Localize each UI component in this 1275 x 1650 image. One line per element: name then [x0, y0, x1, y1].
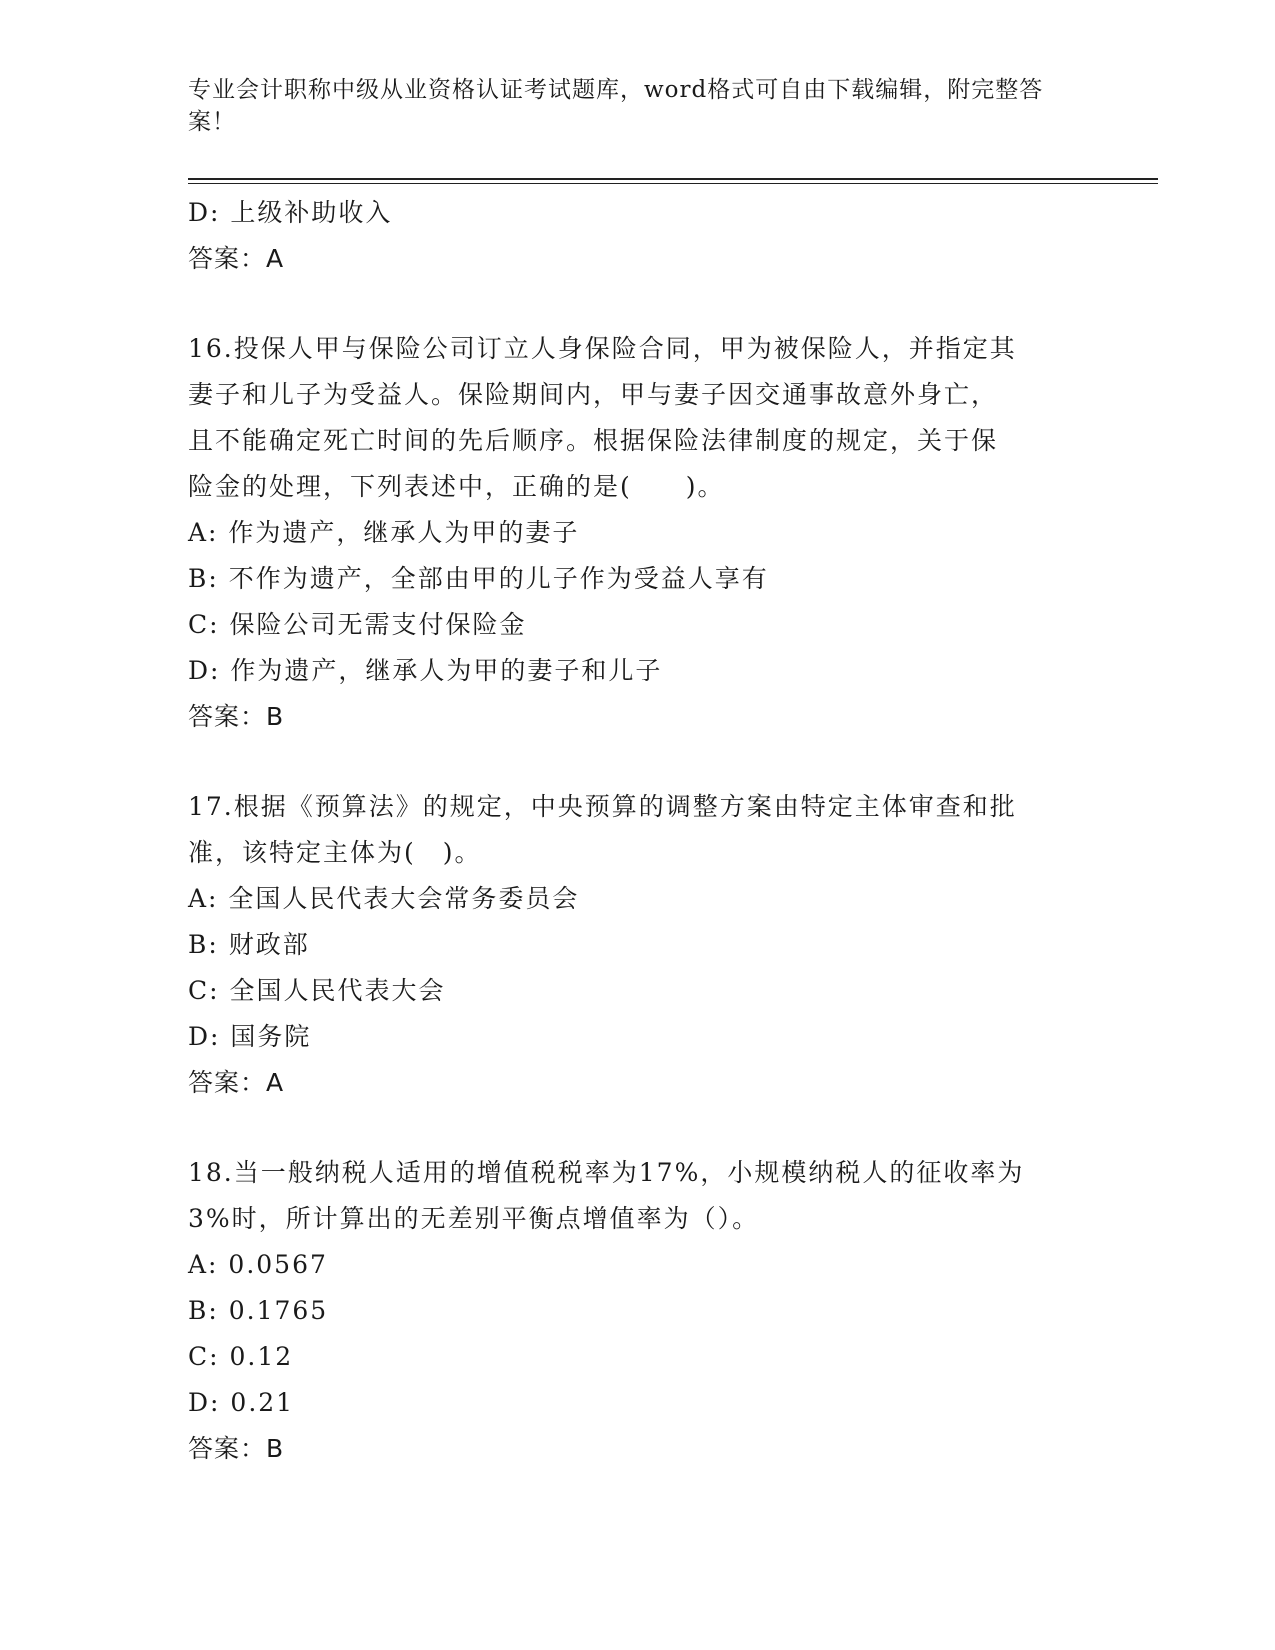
answer: 答案：B	[188, 1434, 285, 1463]
option-d: D: 0.21	[188, 1388, 295, 1417]
option-b: B: 0.1765	[188, 1296, 329, 1325]
option-c: C: 0.12	[188, 1342, 294, 1371]
question-stem-line: 3%时，所计算出的无差别平衡点增值率为（）。	[188, 1204, 760, 1233]
option-c: C: 保险公司无需支付保险金	[188, 610, 527, 639]
option-b: B: 财政部	[188, 930, 310, 959]
spacer	[188, 1106, 1088, 1150]
option-d: D: 作为遗产，继承人为甲的妻子和儿子	[188, 656, 663, 685]
spacer	[188, 740, 1088, 784]
option-d: D: 上级补助收入	[188, 198, 393, 227]
question-stem-line: 17.根据《预算法》的规定，中央预算的调整方案由特定主体审查和批	[188, 792, 1017, 821]
spacer	[188, 282, 1088, 326]
header-divider-thin	[188, 183, 1158, 184]
answer: 答案：B	[188, 702, 285, 731]
option-a: A: 0.0567	[188, 1250, 328, 1279]
option-a: A: 作为遗产，继承人为甲的妻子	[188, 518, 580, 547]
page-header: 专业会计职称中级从业资格认证考试题库，word格式可自由下载编辑，附完整答案！	[188, 77, 1044, 135]
option-d: D: 国务院	[188, 1022, 312, 1051]
question-stem-line: 准，该特定主体为( )。	[188, 838, 482, 867]
option-c: C: 全国人民代表大会	[188, 976, 446, 1005]
header-divider	[188, 178, 1158, 180]
question-16	[188, 326, 1088, 740]
option-a: A: 全国人民代表大会常务委员会	[188, 884, 580, 913]
question-stem-line: 18.当一般纳税人适用的增值税税率为17%，小规模纳税人的征收率为	[188, 1158, 1025, 1187]
question-stem-line: 险金的处理，下列表述中，正确的是( )。	[188, 472, 725, 501]
answer: 答案：A	[188, 244, 285, 273]
question-18	[188, 1150, 1088, 1472]
question-17	[188, 784, 1088, 1106]
question-stem-line: 且不能确定死亡时间的先后顺序。根据保险法律制度的规定，关于保	[188, 426, 999, 455]
answer: 答案：A	[188, 1068, 285, 1097]
question-content	[188, 190, 1088, 1472]
question-stem-line: 16.投保人甲与保险公司订立人身保险合同，甲为被保险人，并指定其	[188, 334, 1017, 363]
option-b: B: 不作为遗产，全部由甲的儿子作为受益人享有	[188, 564, 769, 593]
question-stem-line: 妻子和儿子为受益人。保险期间内，甲与妻子因交通事故意外身亡，	[188, 380, 999, 409]
